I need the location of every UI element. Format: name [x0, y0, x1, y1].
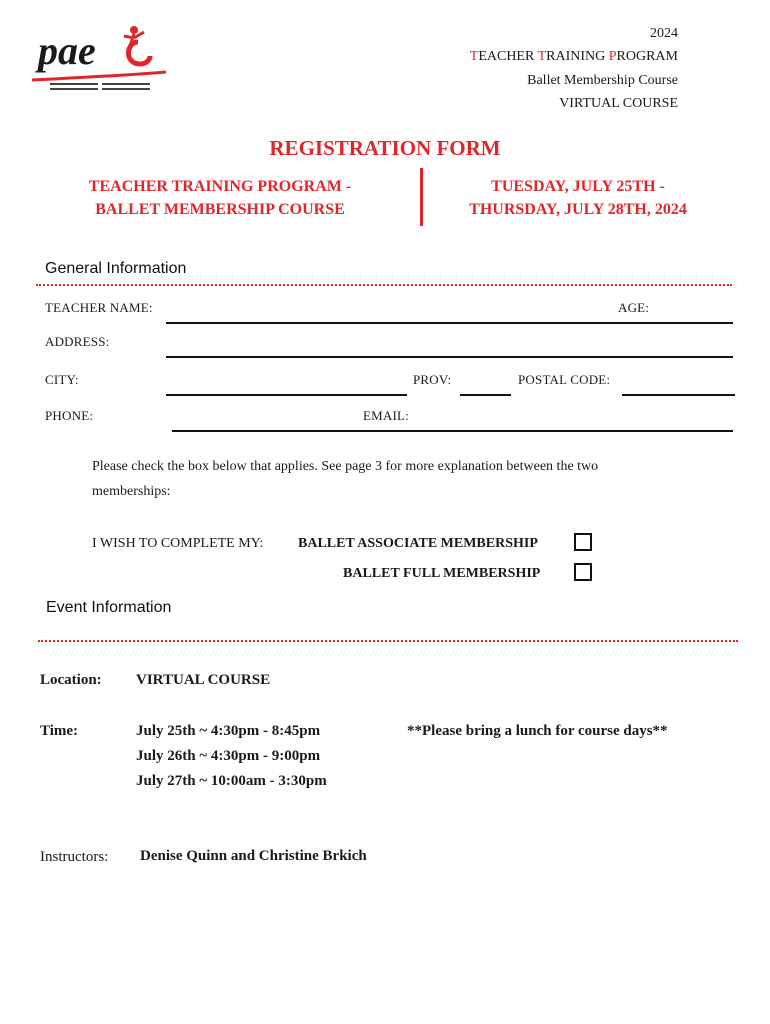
general-divider — [36, 284, 732, 286]
time-list — [136, 719, 327, 794]
program-initial-t2: T — [537, 49, 547, 64]
teacher-name-label: TEACHER NAME: — [45, 300, 153, 315]
membership-instruction: Please check the box below that applies. See page 3 for more explanation between the two memberships: — [92, 459, 599, 499]
address-field[interactable] — [166, 356, 733, 358]
location-label: Location: — [40, 672, 102, 688]
event-divider — [38, 640, 738, 642]
age-label: AGE: — [618, 300, 650, 315]
instructors-label: Instructors: — [40, 849, 109, 865]
header-year: 2024 — [650, 26, 678, 41]
title-divider — [420, 168, 423, 226]
teacher-name-field[interactable] — [166, 322, 733, 324]
event-dates-line1: TUESDAY, JULY 25TH - — [491, 178, 665, 195]
time-item: July 27th ~ 10:00am - 3:30pm — [136, 773, 327, 789]
program-initial-p: P — [608, 49, 617, 64]
wish-label: I WISH TO COMPLETE MY: — [92, 536, 264, 551]
address-label: ADDRESS: — [45, 334, 110, 349]
instructors-value: Denise Quinn and Christine Brkich — [140, 848, 367, 864]
header-format: VIRTUAL COURSE — [559, 96, 678, 111]
header-program — [470, 45, 678, 68]
postal-code-label: POSTAL CODE: — [518, 372, 611, 387]
program-word-1: EACHER — [478, 49, 538, 64]
program-name — [60, 175, 380, 221]
postal-code-field[interactable] — [622, 394, 735, 396]
header-course: Ballet Membership Course — [527, 73, 678, 88]
program-word-3: ROGRAM — [616, 49, 678, 64]
event-dates — [438, 175, 718, 221]
associate-membership-checkbox[interactable] — [574, 533, 592, 551]
svg-text:pae: pae — [38, 28, 96, 73]
full-membership-label: BALLET FULL MEMBERSHIP — [343, 566, 541, 581]
prov-label: PROV: — [413, 372, 452, 387]
lunch-note: **Please bring a lunch for course days** — [407, 723, 668, 739]
associate-membership-label: BALLET ASSOCIATE MEMBERSHIP — [298, 536, 538, 551]
program-initial-t1: T — [469, 49, 479, 64]
general-info-heading: General Information — [45, 260, 187, 277]
event-dates-line2: THURSDAY, JULY 28TH, 2024 — [469, 201, 687, 218]
time-label: Time: — [40, 723, 79, 739]
time-item: July 25th ~ 4:30pm - 8:45pm — [136, 723, 321, 739]
program-name-line1: TEACHER TRAINING PROGRAM - — [88, 178, 352, 195]
program-word-2: RAINING — [546, 49, 609, 64]
paec-logo-icon — [30, 20, 170, 96]
form-title: REGISTRATION FORM — [269, 136, 501, 160]
time-item: July 26th ~ 4:30pm - 9:00pm — [136, 748, 321, 764]
phone-email-field[interactable] — [172, 430, 733, 432]
city-field[interactable] — [166, 394, 407, 396]
full-membership-checkbox[interactable] — [574, 563, 592, 581]
program-name-line2: BALLET MEMBERSHIP COURSE — [95, 201, 345, 218]
prov-field[interactable] — [460, 394, 511, 396]
event-info-heading: Event Information — [46, 599, 172, 616]
email-label: EMAIL: — [363, 408, 409, 423]
phone-label: PHONE: — [45, 408, 94, 423]
location-value: VIRTUAL COURSE — [136, 672, 271, 688]
city-label: CITY: — [45, 372, 79, 387]
